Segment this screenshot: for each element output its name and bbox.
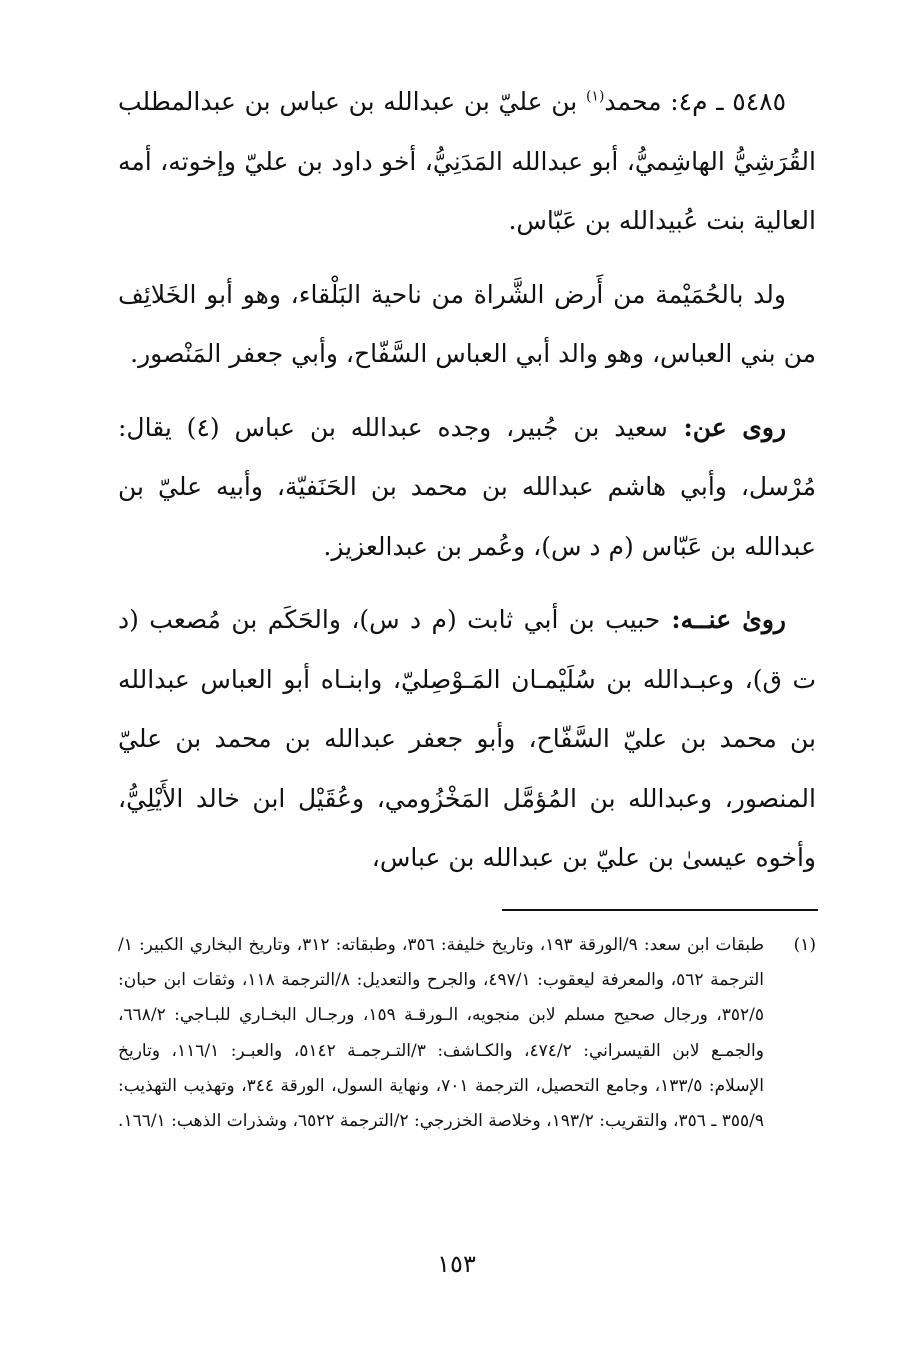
- footnote-mark: (١): [793, 935, 816, 955]
- footnote-divider: [502, 909, 818, 911]
- narrated-by-text: حبيب بن أبي ثابت (م د س)، والحَكَم بن مُصعب (د ت ق)، وعبـدالله بن سُلَيْمـان المَـوْصِليّ، وابنـاه أبو العباس عبدالله بن محمد بن عليّ السَّفّاح، وأبو جعفر عبدالله بن محمد بن عليّ المنصور، وعبدالله بن المُؤمَّل المَخْزُومي، وعُقَيْل ابن خالد الأَيْلِيُّ، وأخوه عيسىٰ بن عليّ بن عبدالله بن عباس،: [118, 605, 816, 872]
- footnote: [118, 928, 816, 1139]
- main-text: [118, 72, 816, 902]
- entry-text: بن عليّ بن عبدالله بن عباس بن عبدالمطلب القُرَشِيُّ الهاشِميُّ، أبو عبدالله المَدَنِيُّ، أخو داود بن عليّ وإخوته، أمه العالية بنت عُبيدالله بن عَبّاس.: [118, 87, 816, 235]
- narrated-from-paragraph: [118, 398, 816, 577]
- birth-text: ولد بالحُمَيْمة من أَرض الشَّراة من ناحية البَلْقاء، وهو أبو الخَلائِف من بني العباس، وهو والد أبي العباس السَّفّاح، وأبي جعفر المَنْصور.: [118, 279, 816, 368]
- entry-paragraph: [118, 72, 816, 251]
- narrated-by-label: روىٰ عنــه:: [660, 605, 786, 634]
- page-number: ١٥٣: [437, 1250, 476, 1278]
- narrated-from-label: روى عن:: [667, 412, 787, 442]
- footnote-text: طبقات ابن سعد: ٩/الورقة ١٩٣، وتاريخ خليفة: ٣٥٦، وطبقاته: ٣١٢، وتاريخ البخاري الكبير: ١/الترجمة ٥٦٢، والمعرفة ليعقوب: ٤٩٧/١، والجرح والتعديل: ٨/الترجمة ١١٨، وثقات ابن حبان: ٣٥٢/٥، ورجال صحيح مسلم لابن منجويه، الـورقـة ١٥٩، ورجـال البخـاري للبـاجي: ٦٦٨/٢، والجمـع لابن القيسراني: ٤٧٤/٢، والكـاشف: ٣/التـرجمـة ٥١٤٢، والعبـر: ١١٦/١، وتاريخ الإسلام: ١٣٣/٥، وجامع التحصيل، الترجمة ٧٠١، ونهاية السول، الورقة ٣٤٤، وتهذيب التهذيب: ٣٥٥/٩ ـ ٣٥٦، والتقريب: ١٩٣/٢، وخلاصة الخزرجي: ٢/الترجمة ٦٥٢٢، وشذرات الذهب: ١٦٦/١.: [118, 935, 765, 1132]
- narrated-from-text: سعيد بن جُبير، وجده عبدالله بن عباس (٤) يقال: مُرْسل، وأبي هاشم عبدالله بن محمد بن الحَنَفيّة، وأبيه عليّ بن عبدالله بن عَبّاس (م د س)، وعُمر بن عبدالعزيز.: [118, 412, 816, 561]
- birth-paragraph: [118, 265, 816, 384]
- entry-name: محمد: [604, 87, 662, 116]
- narrated-by-paragraph: [118, 590, 816, 888]
- entry-number: ٥٤٨٥ ـ م٤:: [661, 87, 786, 116]
- footnote-reference[interactable]: (١): [585, 88, 605, 105]
